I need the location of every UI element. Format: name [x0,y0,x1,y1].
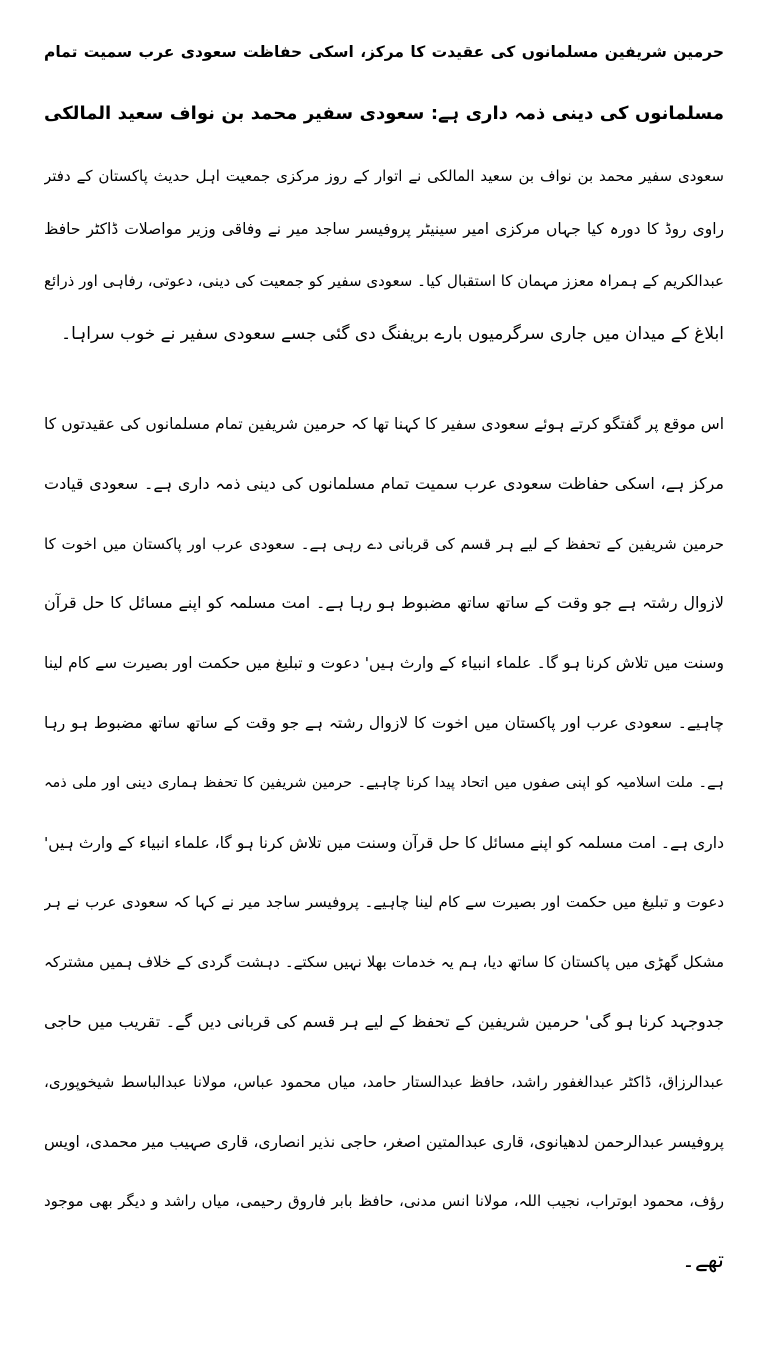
paragraph-line: راوی روڈ کا دورہ کیا جہاں مرکزی امیر سینیٹر پروفیسر ساجد میر نے وفاقی وزیر مواصلات ڈاکٹر حافظ [44,219,724,238]
paragraph-line: دعوت و تبلیغ میں حکمت اور بصیرت سے کام لینا چاہیے۔ پروفیسر ساجد میر نے کہا کہ سعودی عرب نے ہر [44,893,724,912]
paragraph-line: جدوجہد کرنا ہو گی' حرمین شریفین کے تحفظ کے لیے ہر قسم کی قربانی دیں گے۔ تقریب میں حاجی [44,1012,724,1031]
paragraph-line: رؤف، محمود ابوتراب، نجیب اللہ، مولانا انس مدنی، حافظ بابر فاروق رحیمی، میاں راشد و دیگر بھی موجود [44,1192,724,1211]
paragraph-line: پروفیسر عبدالرحمن لدھیانوی، قاری عبدالمتین اصغر، حاجی نذیر انصاری، قاری صہیب میر محمدی، اویس [44,1132,724,1151]
paragraph-line: داری ہے۔ امت مسلمہ کو اپنے مسائل کا حل قرآن وسنت میں تلاش کرنا ہو گا، علماء انبیاء کے وارث ہیں' [44,833,724,852]
paragraph-line: عبدالرزاق، ڈاکٹر عبدالغفور راشد، حافظ عبدالستار حامد، میاں محمود عباس، مولانا عبدالباسط شیخوپوری، [44,1072,724,1091]
paragraph-line: ہے۔ ملت اسلامیہ کو اپنی صفوں میں اتحاد پیدا کرنا چاہیے۔ حرمین شریفین کا تحفظ ہماری دینی اور ملی ذمہ [44,774,724,791]
paragraph-line: سعودی سفیر محمد بن نواف بن سعید المالکی نے اتوار کے روز مرکزی جمعیت اہل حدیث پاکستان کے دفتر [44,167,724,185]
paragraph-line: ابلاغ کے میدان میں جاری سرگرمیوں بارے بریفنگ دی گئی جسے سعودی سفیر نے خوب سراہا۔ [61,323,724,344]
paragraph-line: تھے۔ [681,1248,724,1274]
paragraph-line: مشکل گھڑی میں پاکستان کا ساتھ دیا، ہم یہ خدمات بھلا نہیں سکتے۔ دہشت گردی کے خلاف ہمیں مشترکہ [44,953,724,972]
headline-line-1: حرمین شریفین مسلمانوں کی عقیدت کا مرکز، اسکی حفاظت سعودی عرب سمیت تمام [44,43,724,61]
paragraph-line: وسنت میں تلاش کرنا ہو گا۔ علماء انبیاء کے وارث ہیں' دعوت و تبلیغ میں حکمت اور بصیرت سے کام لینا [44,654,724,673]
paragraph-line: حرمین شریفین کے تحفظ کے لیے ہر قسم کی قربانی دے رہی ہے۔ سعودی عرب اور پاکستان میں اخوت کا [44,534,724,553]
paragraph-line: اس موقع پر گفتگو کرتے ہوئے سعودی سفیر کا کہنا تھا کہ حرمین شریفین تمام مسلمانوں کی عقیدتوں کا [44,415,724,433]
headline-line-2: مسلمانوں کی دینی ذمہ داری ہے: سعودی سفیر محمد بن نواف سعید المالکی [44,103,724,124]
paragraph-line: مرکز ہے، اسکی حفاظت سعودی عرب سمیت تمام مسلمانوں کی دینی ذمہ داری ہے۔ سعودی قیادت [44,473,724,493]
paragraph-line: عبدالکریم کے ہمراہ معزز مہمان کا استقبال کیا۔ سعودی سفیر کو جمعیت کی دینی، دعوتی، رفاہی اور ذرائع [44,272,724,290]
paragraph-line: چاہیے۔ سعودی عرب اور پاکستان میں اخوت کا لازوال رشتہ ہے جو وقت کے ساتھ ساتھ مضبوط ہو رہا [44,714,724,732]
paragraph-line: لازوال رشتہ ہے جو وقت کے ساتھ ساتھ مضبوط ہو رہا ہے۔ امت مسلمہ کو اپنے مسائل کا حل قرآن [44,593,724,613]
